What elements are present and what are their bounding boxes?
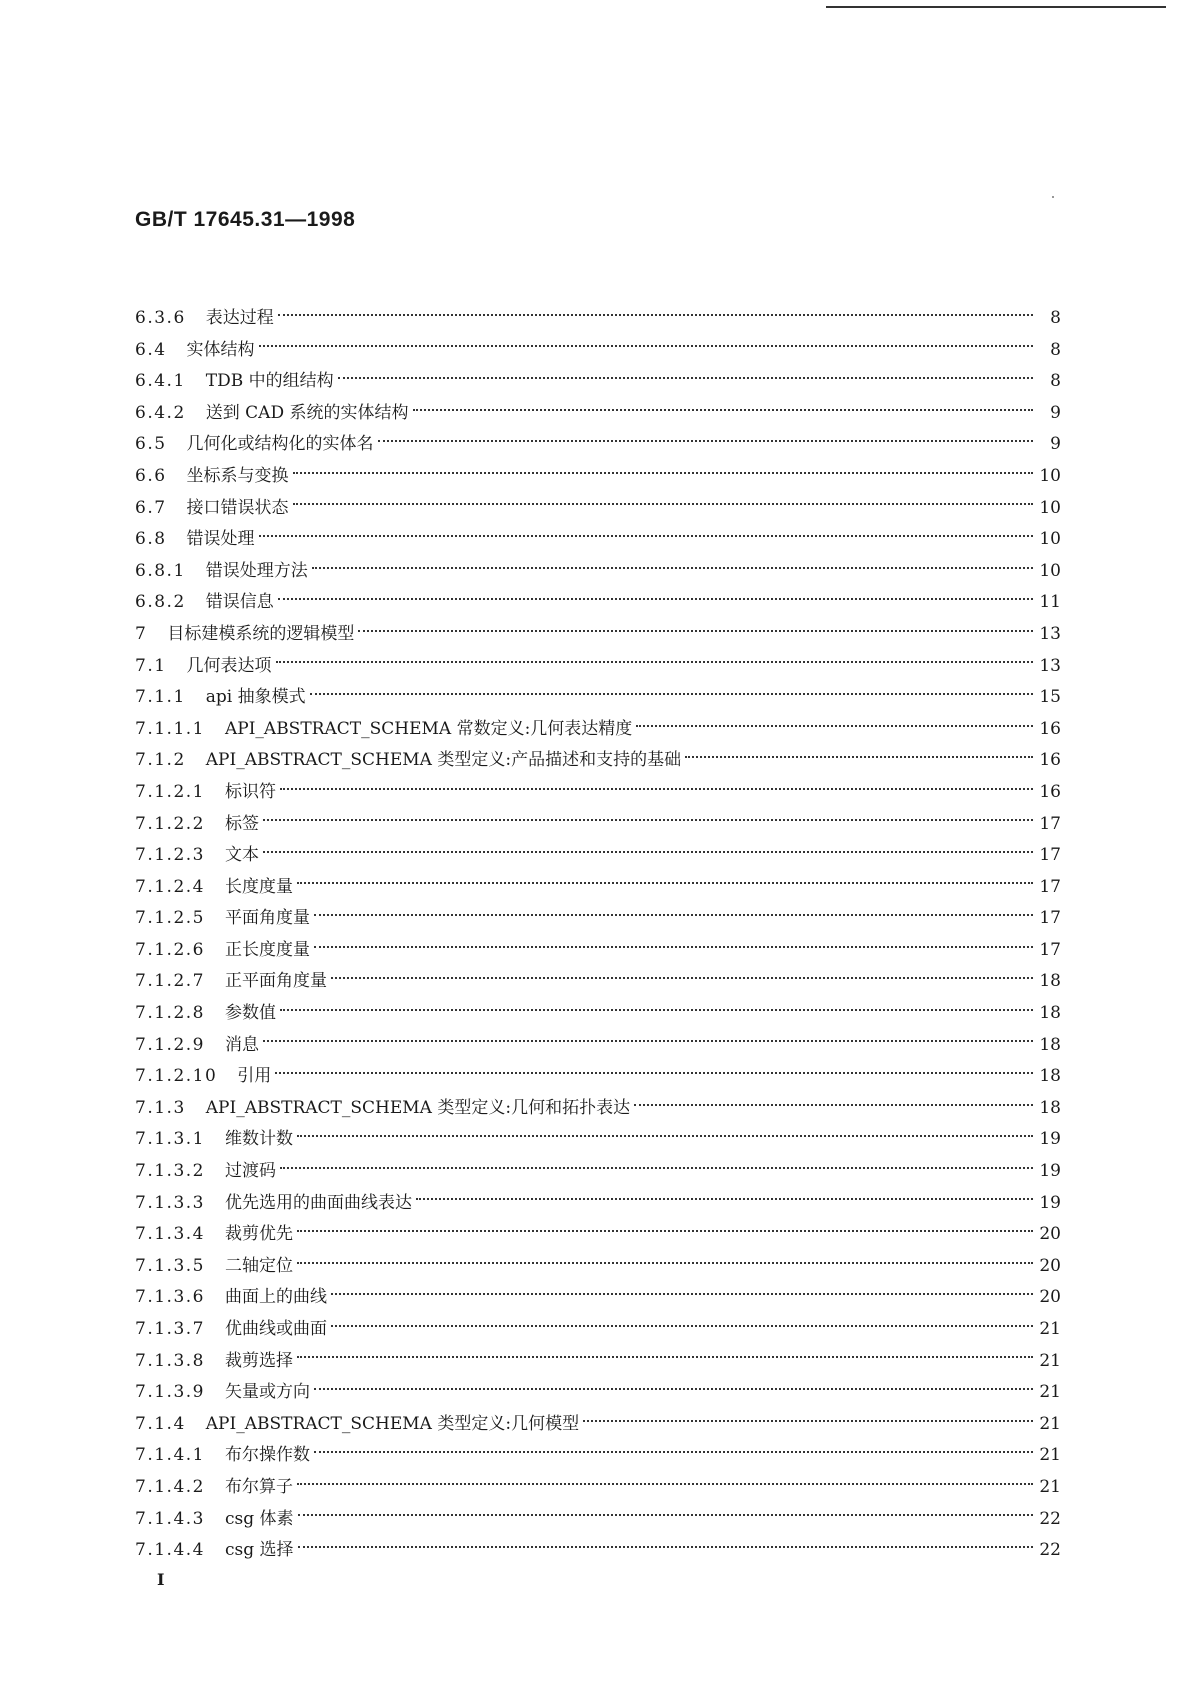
- toc-entry-page: 16: [1039, 718, 1061, 739]
- toc-entry-page: 15: [1039, 687, 1061, 708]
- toc-entry-title: 维数计数: [224, 1129, 293, 1150]
- toc-entry-title: API_ABSTRACT_SCHEMA 类型定义:几何模型: [205, 1413, 580, 1434]
- toc-entry-page: 17: [1039, 813, 1061, 834]
- toc-entry-title: 二轴定位: [224, 1255, 293, 1276]
- toc-entry-title: 错误处理: [186, 529, 255, 550]
- toc-entry-title: 裁剪选择: [224, 1350, 293, 1371]
- toc-entry-title: 目标建模系统的逻辑模型: [167, 623, 355, 644]
- toc-entry: [135, 1440, 1061, 1472]
- toc-entry: [135, 809, 1061, 841]
- toc-entry-page: 17: [1039, 908, 1061, 929]
- toc-entry-number: 7.1.3.8: [135, 1350, 205, 1371]
- toc-entry-page: 9: [1050, 402, 1061, 423]
- toc-entry-title: 送到 CAD 系统的实体结构: [205, 402, 409, 423]
- toc-entry-title: 表达过程: [205, 308, 274, 328]
- toc-entry-number: 7.1.1: [135, 687, 186, 708]
- toc-entry: [135, 998, 1061, 1030]
- toc-entry-number: 6.8.2: [135, 592, 186, 613]
- toc-entry-number: 7.1.3.3: [135, 1192, 205, 1213]
- dot-leader: [314, 1451, 1033, 1453]
- toc-entry-title: 文本: [224, 845, 259, 866]
- toc-entry-page: 21: [1039, 1350, 1061, 1371]
- toc-entry-page: 18: [1039, 1034, 1061, 1055]
- toc-entry-number: 7.1.3.2: [135, 1161, 205, 1182]
- toc-entry: [135, 935, 1061, 967]
- toc-entry-page: 17: [1039, 939, 1061, 960]
- toc-entry-page: 19: [1039, 1161, 1061, 1182]
- toc-entry-page: 19: [1039, 1129, 1061, 1150]
- dot-leader: [297, 1483, 1033, 1485]
- dot-leader: [314, 946, 1033, 948]
- toc-entry-page: 10: [1039, 465, 1061, 486]
- toc-entry-number: 7.1.2.1: [135, 781, 205, 802]
- dot-leader: [276, 661, 1033, 663]
- toc-entry-number: 7.1.2.4: [135, 876, 205, 897]
- dot-leader: [280, 1009, 1033, 1011]
- top-border-line: [826, 6, 1166, 8]
- dot-leader: [298, 1546, 1033, 1548]
- dot-leader: [634, 1104, 1033, 1106]
- toc-entry-page: 10: [1039, 497, 1061, 518]
- toc-entry-title: 长度度量: [224, 876, 293, 897]
- toc-entry: [135, 461, 1061, 493]
- dot-leader: [259, 345, 1033, 347]
- toc-entry-title: 优先选用的曲面曲线表达: [224, 1192, 412, 1213]
- toc-entry-title: 裁剪优先: [224, 1224, 293, 1245]
- toc-entry-number: 7.1.4.2: [135, 1476, 205, 1497]
- toc-entry-page: 8: [1050, 308, 1061, 328]
- toc-entry-number: 7.1.4.3: [135, 1508, 205, 1529]
- toc-entry-number: 7.1.2.8: [135, 1003, 205, 1024]
- toc-entry: [135, 1030, 1061, 1062]
- toc-entry-title: 矢量或方向: [224, 1382, 310, 1403]
- dot-leader: [293, 503, 1033, 505]
- toc-entry: [135, 777, 1061, 809]
- toc-entry-title: 消息: [224, 1034, 259, 1055]
- dot-leader: [280, 1167, 1033, 1169]
- toc-entry-title: API_ABSTRACT_SCHEMA 类型定义:产品描述和支持的基础: [205, 750, 682, 771]
- toc-entry: [135, 1377, 1061, 1409]
- toc-entry: [135, 1504, 1061, 1536]
- toc-entry-title: 正长度度量: [224, 939, 310, 960]
- toc-entry: [135, 556, 1061, 588]
- toc-entry-page: 13: [1039, 655, 1061, 676]
- dot-leader: [314, 1388, 1033, 1390]
- toc-entry-title: 接口错误状态: [186, 497, 289, 518]
- toc-entry: [135, 619, 1061, 651]
- toc-entry-number: 7.1.2.2: [135, 813, 205, 834]
- toc-entry: [135, 1314, 1061, 1346]
- toc-entry-page: 21: [1039, 1413, 1061, 1434]
- toc-entry: [135, 1346, 1061, 1378]
- toc-entry: [135, 524, 1061, 556]
- toc-entry-title: 平面角度量: [224, 908, 310, 929]
- toc-entry: [135, 1251, 1061, 1283]
- toc-entry-number: 6.5: [135, 434, 167, 455]
- toc-entry-number: 7.1.2.6: [135, 939, 205, 960]
- toc-entry-page: 16: [1039, 750, 1061, 771]
- toc-entry-title: TDB 中的组结构: [205, 371, 334, 392]
- toc-entry: [135, 1219, 1061, 1251]
- dot-leader: [314, 914, 1033, 916]
- toc-entry-page: 20: [1039, 1255, 1061, 1276]
- scan-speck: [1052, 196, 1054, 198]
- toc-entry-page: 17: [1039, 845, 1061, 866]
- toc-entry-number: 6.4: [135, 339, 167, 360]
- toc-entry-page: 9: [1050, 434, 1061, 455]
- toc-entry-page: 21: [1039, 1476, 1061, 1497]
- dot-leader: [416, 1198, 1033, 1200]
- toc-entry-number: 7.1: [135, 655, 167, 676]
- dot-leader: [263, 1040, 1033, 1042]
- toc-entry-number: 7.1.4.1: [135, 1445, 205, 1466]
- page-number: I: [157, 1570, 165, 1589]
- dot-leader: [312, 567, 1033, 569]
- toc-entry-title: 曲面上的曲线: [224, 1287, 327, 1308]
- dot-leader: [331, 977, 1033, 979]
- toc-entry: [135, 429, 1061, 461]
- toc-entry: [135, 903, 1061, 935]
- toc-entry: [135, 745, 1061, 777]
- dot-leader: [278, 598, 1033, 600]
- dot-leader: [310, 693, 1033, 695]
- toc-entry-page: 20: [1039, 1287, 1061, 1308]
- toc-entry: [135, 1282, 1061, 1314]
- toc-entry-title: 实体结构: [186, 339, 255, 360]
- dot-leader: [298, 1514, 1033, 1516]
- toc-entry-title: 正平面角度量: [224, 971, 327, 992]
- toc-entry-number: 7.1.3.9: [135, 1382, 205, 1403]
- toc-entry-number: 7.1.2.9: [135, 1034, 205, 1055]
- dot-leader: [278, 314, 1033, 316]
- toc-entry-title: 布尔操作数: [224, 1445, 310, 1466]
- toc-entry: [135, 493, 1061, 525]
- toc-entry-number: 7.1.2: [135, 750, 186, 771]
- toc-entry-title: 布尔算子: [224, 1476, 293, 1497]
- toc-entry: [135, 1156, 1061, 1188]
- toc-entry-title: 参数值: [224, 1003, 276, 1024]
- toc-entry: [135, 966, 1061, 998]
- dot-leader: [297, 1230, 1033, 1232]
- toc-entry-title: 过渡码: [224, 1161, 276, 1182]
- toc-entry-number: 6.4.1: [135, 371, 186, 392]
- toc-entry-number: 6.3.6: [135, 308, 186, 328]
- toc-entry: [135, 840, 1061, 872]
- dot-leader: [263, 851, 1033, 853]
- dot-leader: [293, 472, 1033, 474]
- toc-entry: [135, 587, 1061, 619]
- dot-leader: [331, 1293, 1033, 1295]
- toc-entry-page: 13: [1039, 623, 1061, 644]
- toc-entry-title: 坐标系与变换: [186, 465, 289, 486]
- toc-entry-number: 6.7: [135, 497, 167, 518]
- toc-entry-number: 7.1.3.4: [135, 1224, 205, 1245]
- toc-entry-number: 7.1.2.5: [135, 908, 205, 929]
- toc-entry-title: 错误处理方法: [205, 560, 308, 581]
- toc-entry-title: 标识符: [224, 781, 276, 802]
- toc-entry-title: 优曲线或曲面: [224, 1319, 327, 1339]
- toc-entry-page: 18: [1039, 1097, 1061, 1118]
- toc-entry-title: csg 体素: [224, 1508, 294, 1529]
- toc-entry: [135, 398, 1061, 430]
- toc-entry-number: 7.1.3.7: [135, 1319, 205, 1339]
- toc-entry-title: 错误信息: [205, 592, 274, 613]
- toc-entry-page: 8: [1050, 371, 1061, 392]
- dot-leader: [338, 377, 1033, 379]
- toc-entry: [135, 366, 1061, 398]
- toc-entry: [135, 1061, 1061, 1093]
- toc-entry-title: csg 选择: [224, 1540, 294, 1561]
- toc-entry: [135, 1093, 1061, 1125]
- toc-entry-number: 7.1.2.7: [135, 971, 205, 992]
- toc-entry-page: 20: [1039, 1224, 1061, 1245]
- toc-entry-title: 几何化或结构化的实体名: [186, 434, 374, 455]
- toc-entry-number: 7.1.2.10: [135, 1066, 218, 1087]
- toc-entry-title: API_ABSTRACT_SCHEMA 类型定义:几何和拓扑表达: [205, 1097, 631, 1118]
- dot-leader: [280, 788, 1033, 790]
- toc-entry-number: 7.1.3.6: [135, 1287, 205, 1308]
- toc-entry-number: 6.4.2: [135, 402, 186, 423]
- dot-leader: [275, 1072, 1033, 1074]
- toc-entry: [135, 1472, 1061, 1504]
- toc-entry-page: 21: [1039, 1445, 1061, 1466]
- toc-entry-page: 22: [1039, 1540, 1061, 1561]
- toc-entry-page: 21: [1039, 1382, 1061, 1403]
- toc-entry-number: 6.6: [135, 465, 167, 486]
- dot-leader: [583, 1420, 1033, 1422]
- standard-code-header: GB/T 17645.31—1998: [135, 208, 356, 231]
- toc-entry-page: 18: [1039, 1066, 1061, 1087]
- toc-entry: [135, 682, 1061, 714]
- toc-entry-page: 21: [1039, 1319, 1061, 1339]
- dot-leader: [297, 1262, 1033, 1264]
- dot-leader: [685, 756, 1033, 758]
- dot-leader: [378, 440, 1033, 442]
- toc-entry-number: 7.1.4: [135, 1413, 186, 1434]
- toc-entry: [135, 335, 1061, 367]
- toc-entry-page: 8: [1050, 339, 1061, 360]
- toc-entry-number: 7.1.3.5: [135, 1255, 205, 1276]
- toc-entry-page: 18: [1039, 1003, 1061, 1024]
- toc-entry-number: 7.1.1.1: [135, 718, 205, 739]
- dot-leader: [331, 1325, 1033, 1327]
- toc-entry-title: 几何表达项: [186, 655, 272, 676]
- dot-leader: [297, 1356, 1033, 1358]
- toc-entry: [135, 1124, 1061, 1156]
- toc-entry-number: 7.1.2.3: [135, 845, 205, 866]
- toc-entry-title: 引用: [237, 1066, 272, 1087]
- toc-entry-title: api 抽象模式: [205, 687, 306, 708]
- toc-entry-number: 7.1.3.1: [135, 1129, 205, 1150]
- toc-entry-page: 10: [1039, 560, 1061, 581]
- toc-entry-page: 19: [1039, 1192, 1061, 1213]
- toc-entry-number: 7.1.4.4: [135, 1540, 205, 1561]
- toc-entry: [135, 1188, 1061, 1220]
- toc-entry-number: 6.8: [135, 529, 167, 550]
- toc-entry: [135, 872, 1061, 904]
- toc-entry: [135, 651, 1061, 683]
- toc-entry-page: 22: [1039, 1508, 1061, 1529]
- dot-leader: [358, 630, 1033, 632]
- toc-entry-title: 标签: [224, 813, 259, 834]
- dot-leader: [636, 725, 1033, 727]
- toc-entry: [135, 1409, 1061, 1441]
- toc-entry: [135, 303, 1061, 335]
- toc-entry-page: 10: [1039, 529, 1061, 550]
- toc-entry-page: 11: [1039, 592, 1061, 613]
- toc-entry: [135, 1535, 1061, 1567]
- toc-entry-page: 17: [1039, 876, 1061, 897]
- dot-leader: [259, 535, 1033, 537]
- toc-entry-number: 7: [135, 623, 148, 644]
- toc-entry: [135, 714, 1061, 746]
- dot-leader: [297, 1135, 1033, 1137]
- toc-entry-title: API_ABSTRACT_SCHEMA 常数定义:几何表达精度: [224, 718, 633, 739]
- toc-entry-number: 7.1.3: [135, 1097, 186, 1118]
- dot-leader: [263, 819, 1033, 821]
- table-of-contents: [135, 303, 1061, 1567]
- toc-entry-page: 16: [1039, 781, 1061, 802]
- toc-entry-number: 6.8.1: [135, 560, 186, 581]
- dot-leader: [297, 882, 1033, 884]
- toc-entry-page: 18: [1039, 971, 1061, 992]
- dot-leader: [413, 409, 1034, 411]
